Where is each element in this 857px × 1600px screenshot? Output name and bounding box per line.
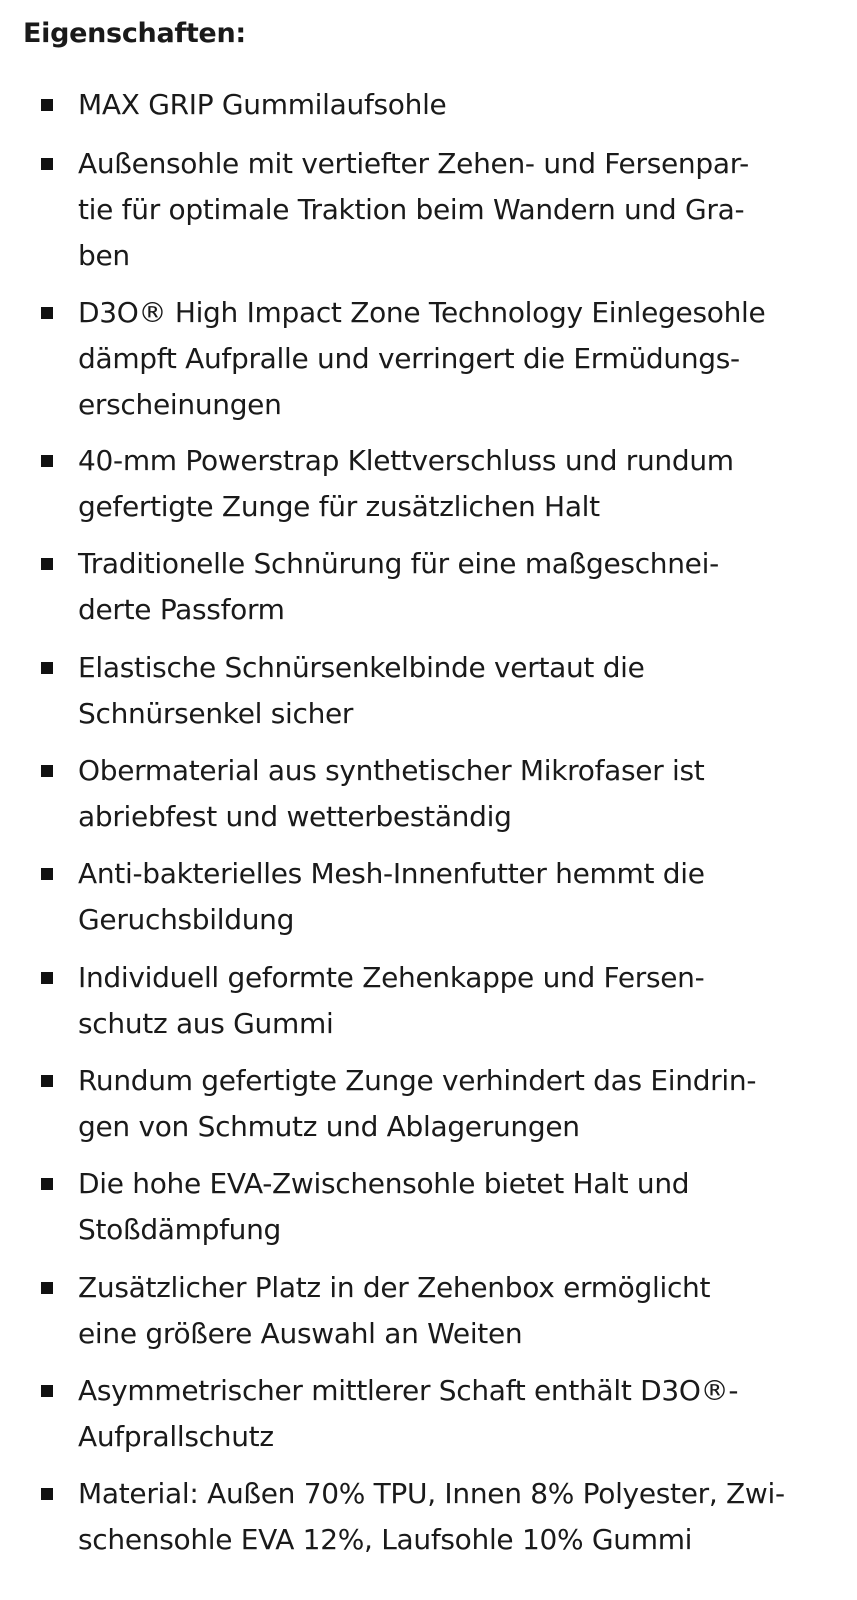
list-item-text: Obermaterial aus synthetischer Mikrofaser ist abriebfest und wetterbeständig	[78, 754, 705, 833]
list-item-text: Traditionelle Schnürung für eine maßgeschnei- derte Passform	[78, 547, 719, 626]
square-bullet-icon	[41, 455, 53, 467]
square-bullet-icon	[41, 1282, 53, 1294]
list-item-text: MAX GRIP Gummilaufsohle	[78, 88, 447, 121]
list-item-text: Außensohle mit vertiefter Zehen- und Fersenpar- tie für optimale Traktion beim Wandern und Gra- ben	[78, 147, 749, 272]
square-bullet-icon	[41, 868, 53, 880]
list-item-text: Zusätzlicher Platz in der Zehenbox ermöglicht eine größere Auswahl an Weiten	[78, 1271, 711, 1350]
square-bullet-icon	[41, 1178, 53, 1190]
list-item-text: Die hohe EVA-Zwischensohle bietet Halt und Stoßdämpfung	[78, 1167, 690, 1246]
list-item-text: 40-mm Powerstrap Klettverschluss und rundum gefertigte Zunge für zusätzlichen Halt	[78, 444, 734, 523]
square-bullet-icon	[41, 1488, 53, 1500]
section-heading: Eigenschaften:	[23, 18, 246, 49]
list-item-text: Elastische Schnürsenkelbinde vertaut die Schnürsenkel sicher	[78, 651, 645, 730]
square-bullet-icon	[41, 662, 53, 674]
list-item-text: Asymmetrischer mittlerer Schaft enthält D3O®- Aufprallschutz	[78, 1374, 739, 1453]
square-bullet-icon	[41, 99, 53, 111]
square-bullet-icon	[41, 765, 53, 777]
square-bullet-icon	[41, 1385, 53, 1397]
square-bullet-icon	[41, 158, 53, 170]
square-bullet-icon	[41, 972, 53, 984]
list-item-text: Anti-bakterielles Mesh-Innenfutter hemmt die Geruchsbildung	[78, 857, 705, 936]
square-bullet-icon	[41, 307, 53, 319]
list-item-text: Material: Außen 70% TPU, Innen 8% Polyester, Zwi- schensohle EVA 12%, Laufsohle 10% Gummi	[78, 1477, 785, 1556]
list-item-text: D3O® High Impact Zone Technology Einlegesohle dämpft Aufpralle und verringert die Ermüdungs- erscheinungen	[78, 296, 766, 421]
list-item-text: Rundum gefertigte Zunge verhindert das Eindrin- gen von Schmutz und Ablagerungen	[78, 1064, 757, 1143]
square-bullet-icon	[41, 558, 53, 570]
square-bullet-icon	[41, 1075, 53, 1087]
list-item-text: Individuell geformte Zehenkappe und Fersen- schutz aus Gummi	[78, 961, 705, 1040]
